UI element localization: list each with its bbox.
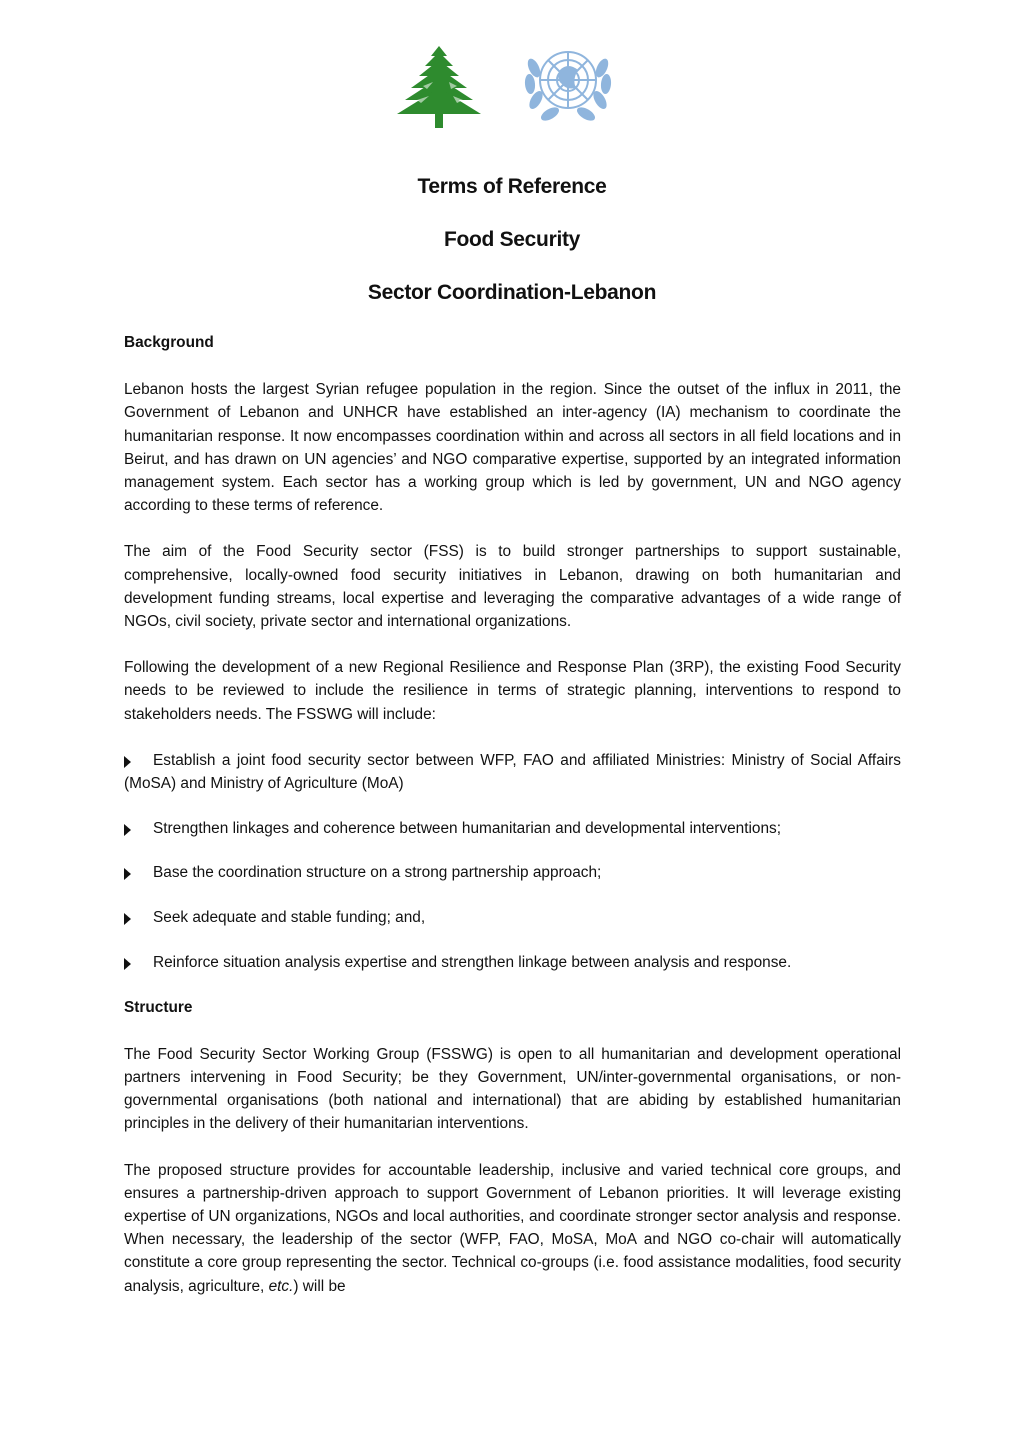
section-heading-background: Background [124, 334, 214, 351]
united-nations-emblem [520, 40, 616, 124]
paragraph-italic-text: etc. [268, 1277, 294, 1295]
paragraph [124, 1159, 901, 1298]
paragraph-text: ) will be [293, 1277, 346, 1295]
section-heading-structure: Structure [124, 998, 193, 1016]
lebanese-cedar-emblem [393, 42, 485, 130]
triangle-bullet-icon [124, 913, 131, 925]
document-title: Terms of Reference [417, 175, 607, 198]
list-item-text: Base the coordination structure on a strong partnership approach; [153, 864, 602, 882]
paragraph: The Food Security Sector Working Group (FSSWG) is open to all humanitarian and development operational partners intervening in Food Security; be they Government, UN/inter-governmental organisations, or non-governmental organisations (both national and international) that are abiding by established humanitarian principles in the delivery of their humanitarian interventions. [124, 1045, 901, 1133]
triangle-bullet-icon [124, 756, 131, 768]
paragraph-text: The proposed structure provides for accountable leadership, inclusive and varied technical core groups, and ensures a partnership-driven approach to support Government of Lebanon priorities. It will leverage existing expertise of UN organizations, NGOs and local authorities, and coordinate stronger sector analysis and response. When necessary, the leadership of the sector (WFP, FAO, MoSA, MoA and NGO co-chair will automatically constitute a core group representing the sector. Technical co-groups (i.e. food assistance modalities, food security analysis, agriculture, [124, 1161, 901, 1295]
paragraph: Lebanon hosts the largest Syrian refugee population in the region. Since the outset of the influx in 2011, the Government of Lebanon and UNHCR have established an inter-agency (IA) mechanism to coordinate the humanitarian response. It now encompasses coordination within and across all sectors in all field locations and in Beirut, and has drawn on UN agencies’ and NGO comparative expertise, supported by an integrated information management system. Each sector has a working group which is led by government, UN and NGO agency according to these terms of reference. [124, 381, 901, 515]
list-item [124, 951, 901, 974]
list-item-text: Seek adequate and stable funding; and, [153, 909, 426, 927]
list-item-text: Strengthen linkages and coherence between humanitarian and developmental interventions; [153, 819, 782, 837]
paragraph: The aim of the Food Security sector (FSS) is to build stronger partnerships to support sustainable, comprehensive, locally-owned food security initiatives in Lebanon, drawing on both humanitarian and development funding streams, local expertise and leveraging the comparative advantages of a wide range of NGOs, civil society, private sector and international organizations. [124, 543, 901, 631]
header-logos [0, 40, 1024, 135]
triangle-bullet-icon [124, 958, 131, 970]
list-item-text: Establish a joint food security sector between WFP, FAO and affiliated Ministries: Ministry of Social Affairs (MoSA) and Ministry of Agriculture (MoA) [124, 751, 901, 793]
document-subtitle-location: Sector Coordination-Lebanon [367, 281, 657, 304]
list-item [124, 817, 901, 840]
paragraph: Following the development of a new Regional Resilience and Response Plan (3RP), the existing Food Security needs to be reviewed to include the resilience in terms of strategic planning, interventions to respond to stakeholders needs. The FSSWG will include: [124, 659, 901, 723]
document-subtitle: Food Security [443, 228, 581, 251]
triangle-bullet-icon [124, 868, 131, 880]
list-item [124, 749, 901, 795]
document-title-block [0, 172, 1024, 331]
list-item [124, 906, 901, 929]
list-item-text: Reinforce situation analysis expertise and strengthen linkage between analysis and response. [153, 953, 792, 971]
document-body [124, 331, 901, 1321]
bullet-list [124, 749, 901, 974]
list-item [124, 861, 901, 884]
triangle-bullet-icon [124, 824, 131, 836]
